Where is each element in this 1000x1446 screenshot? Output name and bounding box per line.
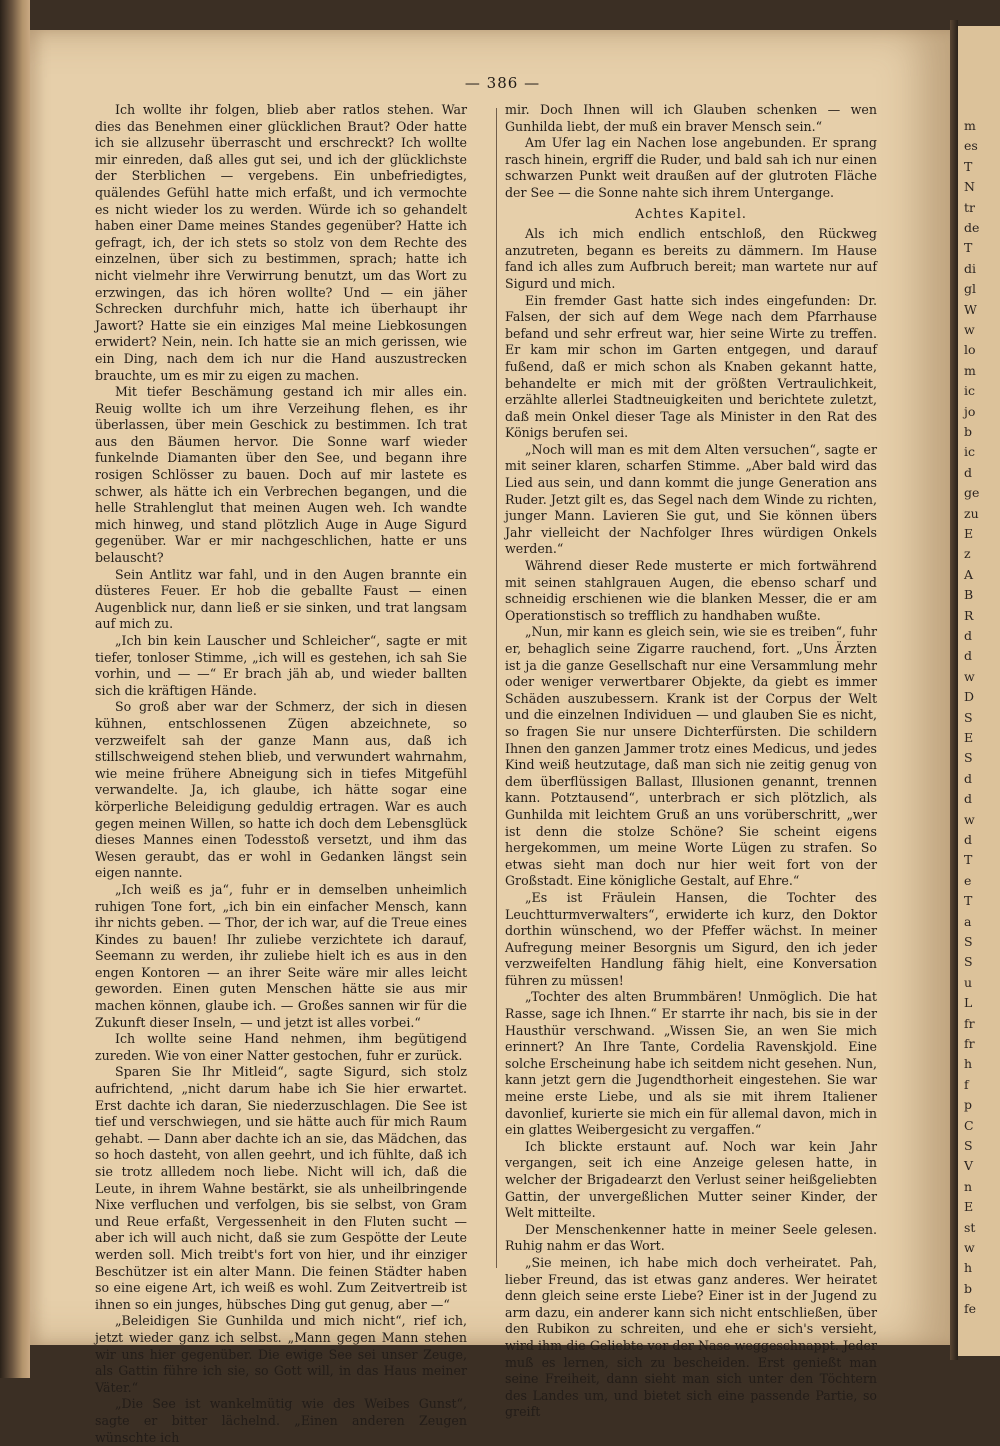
paragraph: Als ich mich endlich entschloß, den Rückweg anzutreten, begann es bereits zu dämmern. Im Hause fand ich alles zum Aufbruch bereit; man wartete nur auf Sigurd und mich. [505,226,877,291]
book-gutter [950,20,958,1360]
next-page-text-fragment: d [964,791,973,807]
next-page-text-fragment: V [964,1158,974,1174]
paragraph: Während dieser Rede musterte er mich fortwährend mit seinen stahlgrauen Augen, die ebenso scharf und schneidig erschienen wie die blanken Messer, die er am Operationstisch so trefflich zu handhaben wußte. [505,558,877,623]
next-page-text-fragment: b [964,1280,973,1296]
paragraph: „Ich bin kein Lauscher und Schleicher“, sagte er mit tiefer, tonloser Stimme, „ich will es gestehen, ich sah Sie vorhin, und — —“ Er brach jäh ab, und wieder ballten sich die kräftigen Hände. [95,633,467,698]
paragraph: Mit tiefer Beschämung gestand ich mir alles ein. Reuig wollte ich um ihre Verzeihung flehen, es ihr überlassen, über mein Geschick zu bestimmen. Ich trat aus den Bäumen hervor. Die Sonne warf wieder funkelnde Diamanten über den See, und begann ihre rosigen Schlösser zu bauen. Doch auf mir lastete es schwer, als hätte ich ein Verbrechen begangen, und die helle Strahlenglut that meinen Augen weh. Ich wandte mich hinweg, und stand plötzlich Auge in Auge Sigurd gegenüber. War er mir nachgeschlichen, hatte er uns belauscht? [95,384,467,566]
next-page-text-fragment: e [964,872,972,888]
paragraph: mir. Doch Ihnen will ich Glauben schenken — wen Gunhilda liebt, der muß ein braver Mensch sein.“ [505,102,877,134]
next-page-text-fragment: w [964,1240,975,1255]
next-page-text-fragment: h [964,1056,973,1072]
chapter-heading: Achtes Kapitel. [635,205,747,221]
next-page-text-fragment: de [964,220,980,235]
next-page-text-fragment: f [964,1076,969,1092]
next-page-text-fragment: d [964,648,973,664]
next-page-text-fragment: a [964,913,972,929]
next-page-text-fragment: d [964,832,973,847]
next-page-text-fragment: ge [964,485,980,501]
next-page-text-fragment: m [964,118,976,133]
next-page-text-fragment: b [964,424,973,439]
paragraph: Ich wollte seine Hand nehmen, ihm begütigend zureden. Wie von einer Natter gestochen, fuhr er zurück. [95,1031,467,1063]
next-page-text-fragment: C [964,1117,974,1133]
paragraph: Ich blickte erstaunt auf. Noch war kein Jahr vergangen, seit ich eine Anzeige gelesen hatte, in welcher der Brigadearzt den Verlust seiner heißgeliebten Gattin, der unvergeßlichen Mutter seiner Kinder, der Welt mitteilte. [505,1138,877,1221]
next-page-text-fragment: B [964,587,974,603]
left-column [95,102,467,1445]
next-page-text-fragment: jo [964,403,976,419]
next-page-text-fragment: W [964,301,977,317]
paragraph: Ein fremder Gast hatte sich indes eingefunden: Dr. Falsen, der sich auf dem Wege nach dem Pfarrhause befand und sehr erfreut war, hier seine Wirte zu treffen. Er kam mir schon im Garten entgegen, und darauf fußend, daß er mich schon als Knaben gekannt hatte, behandelte er mich mit der größten Vertraulichkeit, erzählte allerlei Stadtneuigkeiten und berichtete zuletzt, daß mein Onkel dieser Tage als Minister in den Rat des Königs berufen sei. [505,292,877,441]
right-column [505,102,877,1420]
next-page-fragment [958,26,1000,1356]
paragraph: „Ich weiß es ja“, fuhr er in demselben unheimlich ruhigen Tone fort, „ich bin ein einfacher Mensch, kann ihr nichts geben. — Thor, der ich war, auf die Treue eines Kindes zu bauen! Ihr zuliebe verzichtete ich darauf, Seemann zu werden, ihr zuliebe hielt ich es aus in den engen Kontoren — an ihrer Seite wäre mir alles leicht geworden. Einen guten Menschen hätte sie aus mir machen können, glaube ich. — Großes sannen wir für die Zukunft dieser Inseln, — und jetzt ist alles vorbei.“ [95,881,467,1030]
next-page-text-fragment: T [964,158,973,174]
next-page-text-fragment: gl [964,281,976,297]
next-page-text-fragment: N [964,179,975,195]
next-page-text-fragment: R [964,607,974,623]
next-page-text-fragment: m [964,362,976,378]
next-page-text-fragment: st [964,1219,976,1235]
next-page-text-fragment: ic [964,383,975,399]
next-page-text-fragment: ic [964,444,975,460]
paragraph: „Nun, mir kann es gleich sein, wie sie es treiben“, fuhr er, behaglich seine Zigarre rauchend, fort. „Uns Ärzten ist ja die ganze Gesellschaft nur eine Versammlung mehr oder weniger verwertbarer Objekte, da giebt es immer Schäden auszubessern. Krank ist der Corpus der Welt und die einzelnen Individuen — und glauben Sie es nicht, so fragen Sie nur unsere Dichterfürsten. Die schildern Ihnen den ganzen Jammer trotz eines Medicus, und jedes Kind weiß heutzutage, daß man sich nie zeitig genug von dem überflüssigen Ballast, Illusionen genannt, trennen kann. Potztausend“, unterbrach er sich plötzlich, als Gunhilda mit leichtem Gruß an uns vorüberschritt, „wer ist denn die stolze Schöne? Sie scheint eigens hergekommen, um meine Worte Lügen zu strafen. So etwas sieht man doch nur hier weit fort von der Großstadt. Eine königliche Gestalt, auf Ehre.“ [505,624,877,889]
next-page-text-fragment: S [964,1138,973,1153]
paragraph: Der Menschenkenner hatte in meiner Seele gelesen. Ruhig nahm er das Wort. [505,1221,877,1254]
next-page-text-fragment: di [964,260,976,276]
next-page-text-fragment: w [964,668,975,684]
next-page-text-fragment: p [964,1097,973,1113]
paragraph: Sparen Sie Ihr Mitleid“, sagte Sigurd, sich stolz aufrichtend, „nicht darum habe ich Sie hier erwartet. Erst dachte ich daran, Sie niederzuschlagen. Die See ist tief und verschwiegen, und sie hätte auch für mich Raum gehabt. — Dann aber dachte ich an sie, das Mädchen, das so hoch dasteht, von allen geehrt, und ich fühlte, daß ich sie trotz allledem noch liebe. Nicht will ich, daß die Leute, in ihrem Wahne bestärkt, sie als unheilbringende Nixe verfluchen und verfolgen, bis sie selbst, von Gram und Reue erfaßt, Vergessenheit in den Fluten sucht — aber ich will auch nicht, daß sie zum Gespötte der Leute werden soll. Mich treibt's fort von hier, und ihr einziger Beschützer ist ein alter Mann. Die feinen Städter haben so eine eigene Art, ich weiß es wohl. Zum Zeitvertreib ist ihnen so ein junges, hübsches Ding gut genug, aber —“ [95,1064,467,1312]
page-number: — 386 — [464,74,541,92]
next-page-text-fragment: fe [964,1301,977,1317]
next-page-text-fragment: zu [964,505,979,521]
next-page-text-fragment: T [964,240,973,256]
column-divider [496,108,497,1268]
next-page-text-fragment: D [964,689,975,705]
book-edge [0,0,30,1378]
next-page-text-fragment: T [964,852,973,868]
paragraph: Ich wollte ihr folgen, blieb aber ratlos stehen. War dies das Benehmen einer glücklichen Braut? Oder hatte ich sie allzusehr überrascht und erschreckt? Ich wollte mir einreden, daß alles gut sei, und ich der glücklichste der Sterblichen — vergebens. Ein unbefriedigtes, quälendes Gefühl hatte mich erfaßt, und ich vermochte es nicht wieder los zu werden. Würde ich so gehandelt haben einer Dame meines Standes gegenüber? Hatte ich gefragt, ich, der ich stets so stolz von dem Rechte des einzelnen, über sich zu bestimmen, sprach; hatte ich nicht vielmehr ihre Verwirrung benutzt, um das Wort zu erzwingen, das ich hören wollte? Und — ein jäher Schrecken durchfuhr mich, hatte ich überhaupt ihr Jawort? Hatte sie ein einziges Mal meine Liebkosungen erwidert? Nein, nein. Ich hatte sie an mich gerissen, wie ein Ding, nach dem ich nur die Hand auszustrecken brauchte, um es mir zu eigen zu machen. [95,102,467,383]
next-page-text-fragment: L [964,995,973,1011]
next-page-text-fragment: S [964,934,973,949]
next-page-text-fragment: z [964,546,971,562]
paragraph: „Noch will man es mit dem Alten versuchen“, sagte er mit seiner klaren, scharfen Stimme. „Aber bald wird das Lied aus sein, und dann kommt die junge Generation ans Ruder. Jetzt gilt es, das Segel nach dem Winde zu richten, junger Mann. Lavieren Sie gut, und Sie können übers Jahr vielleicht der Nachfolger Ihres würdigen Onkels werden.“ [505,441,877,557]
next-page-text-fragment: E [964,730,974,745]
paragraph: „Sie meinen, ich habe mich doch verheiratet. Pah, lieber Freund, das ist etwas ganz anderes. Wer heiratet denn gleich seine erste Liebe? Einer ist in der Jugend zu arm dazu, ein anderer kann sich nicht entschließen, über den Rubikon zu schreiten, und ehe er sich's versieht, wird ihm die Geliebte vor der Nase weggeschnappt. Jeder muß es lernen, sich zu bescheiden. Erst genießt man seine Freiheit, dann sieht man sich unter den Töchtern des Landes um, und bietet sich eine passende Partie, so greift [505,1254,877,1420]
paragraph: „Es ist Fräulein Hansen, die Tochter des Leuchtturmverwalters“, erwiderte ich kurz, den Doktor dorthin wünschend, wo der Pfeffer wächst. In meiner Aufregung meiner Besorgnis um Sigurd, den ich jeder verzweifelten Handlung fähig hielt, eine Konversation führen zu müssen! [505,889,877,988]
right-column-top [505,102,877,202]
next-page-text-fragment: u [964,974,973,990]
next-page-text-fragment: T [964,893,973,909]
paragraph: „Die See ist wankelmütig wie des Weibes Gunst“, sagte er bitter lächelnd. „Einen anderen Zeugen wünschte ich [95,1396,467,1445]
next-page-text-fragment: E [964,1199,974,1215]
paragraph: Am Ufer lag ein Nachen lose angebunden. Er sprang rasch hinein, ergriff die Ruder, und bald sah ich nur einen schwarzen Punkt weit draußen auf der glutroten Fläche der See — die Sonne nahte sich ihrem Untergange. [505,135,877,200]
paragraph: So groß aber war der Schmerz, der sich in diesen kühnen, entschlossenen Zügen abzeichnete, so verzweifelt sah der ganze Mann aus, daß ich stillschweigend stehen blieb, und verwundert wahrnahm, wie meine frühere Abneigung sich in tiefes Mitgefühl verwandelte. Ja, ich glaube, ich hätte sogar eine körperliche Beleidigung geduldig ertragen. War es auch gegen meinen Willen, so hatte ich doch dem Lebensglück dieses Mannes einen Todesstoß versetzt, und ihm das Wesen geraubt, das er wohl in Gedanken längst sein eigen nannte. [95,699,467,881]
next-page-text-fragment: n [964,1178,973,1194]
next-page-text-fragment: E [964,526,974,541]
right-column-bottom [505,226,877,1421]
next-page-text-fragment: lo [964,342,976,358]
paragraph: „Beleidigen Sie Gunhilda und mich nicht“, rief ich, jetzt wieder ganz ich selbst. „Mann gegen Mann stehen wir uns hier gegenüber. Die ewige See sei unser Zeuge, als Gattin führe ich sie, so Gott will, in das Haus meiner Väter.“ [95,1313,467,1395]
next-page-text-fragment: d [964,464,973,480]
next-page-text-fragment: A [964,566,974,582]
next-page-text-fragment: fr [964,1015,975,1031]
next-page-text-fragment: w [964,322,975,337]
next-page-text-fragment: S [964,709,973,725]
next-page-text-fragment: d [964,770,973,786]
next-page-text-fragment: S [964,954,973,970]
next-page-text-fragment: es [964,138,978,154]
next-page-text-fragment: S [964,750,973,766]
next-page-text-fragment: fr [964,1036,975,1051]
next-page-text-fragment: h [964,1260,973,1276]
paragraph: „Tochter des alten Brummbären! Unmöglich. Die hat Rasse, sage ich Ihnen.“ Er starrte ihr nach, bis sie in der Hausthür verschwand. „Wissen Sie, an wen Sie mich erinnert? An Ihre Tante, Cordelia Ravenskjold. Eine solche Erscheinung habe ich seitdem nicht gesehen. Nun, kann jetzt gern die Jugendthorheit eingestehen. Sie war meine erste Liebe, und als sie mit ihrem Italiener davonlief, kurierte sie mich ein für allemal davon, mich in ein glattes Weibergesicht zu vergaffen.“ [505,989,877,1138]
paragraph: Sein Antlitz war fahl, und in den Augen brannte ein düsteres Feuer. Er hob die geballte Faust — einen Augenblick nur, dann ließ er sie sinken, und trat langsam auf mich zu. [95,566,467,632]
next-page-text-fragment: tr [964,199,975,215]
next-page-text-fragment: d [964,628,973,643]
next-page-text-fragment: w [964,811,975,827]
